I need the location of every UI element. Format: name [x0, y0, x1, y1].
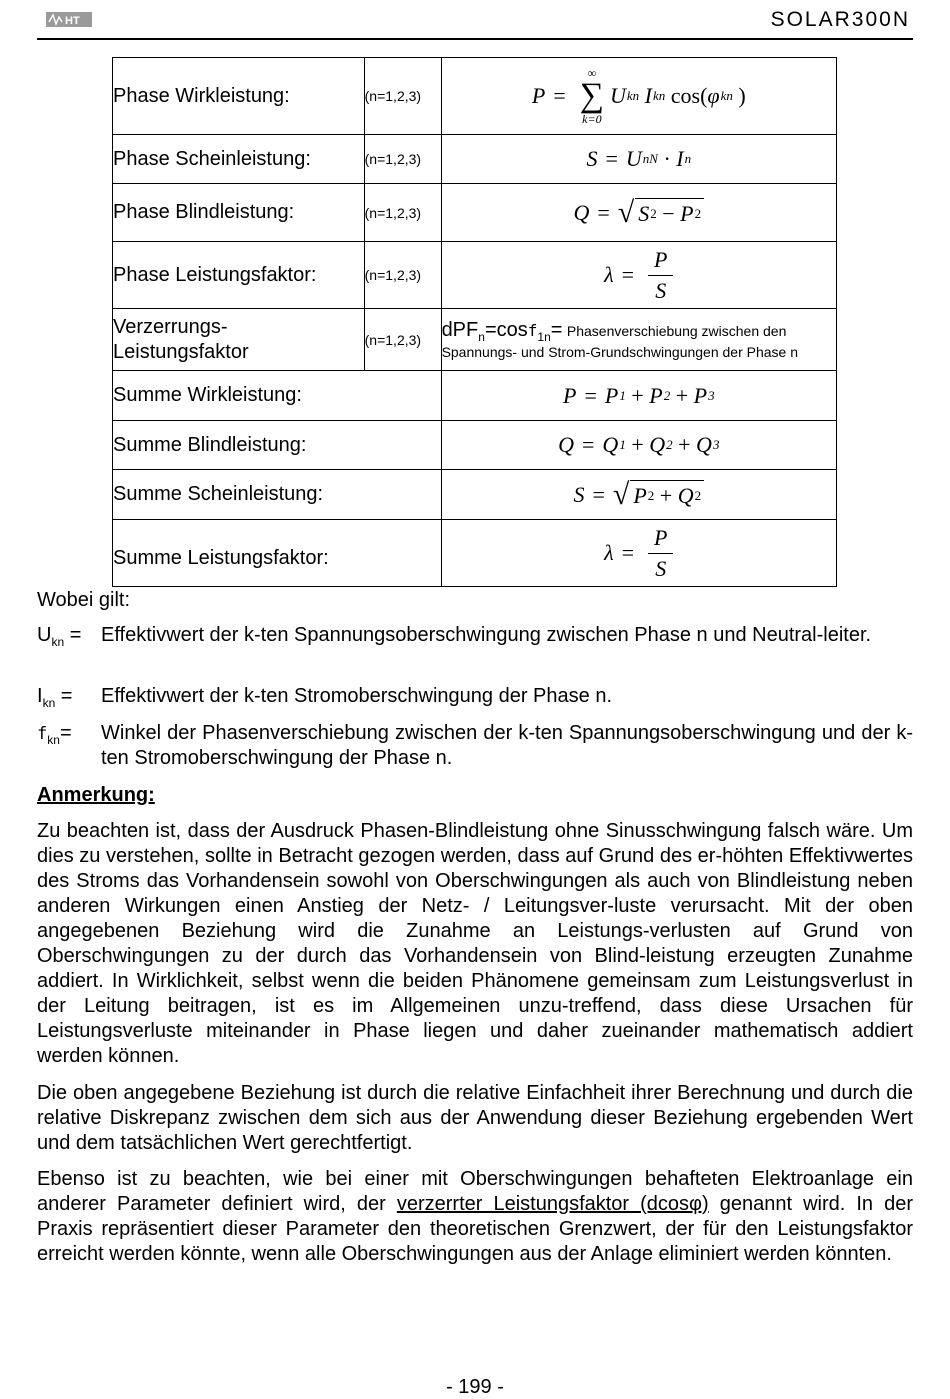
- table-row: [113, 309, 837, 371]
- paragraph: Zu beachten ist, dass der Ausdruck Phasen-Blindleistung ohne Sinusschwingung falsch wäre. Um dies zu verstehen, sollte in Betracht gezogen werden, dass auf Grund des er-höhten Effektivwertes des Stroms das Vorhandensein sowohl von Oberschwingungen als auch von Blindleistung neben anderen Wirkungen einen Anstieg der Netz- / Leitungsver-luste verursacht. Mit der oben angegebenen Beziehung wird die Zunahme an Leistungs-verlusten auf Grund von Oberschwingungen zu der durch das Vorhandensein von Blind-leistung erzeugten Zunahme addiert. In Wirklichkeit, selbst wenn die beiden Phänomene gemeinsam zum Leistungsverlust in der Leitung beitragen, ist es im Allgemeinen unzu-treffend, dass diese Ursachen für Leistungsverluste miteinander in Phase liegen und daher zueinander mathematisch addiert werden können.: [37, 820, 913, 1067]
- paragraph: [37, 1167, 913, 1267]
- table-row: [113, 242, 837, 309]
- row-condition: (n=1,2,3): [364, 309, 441, 371]
- dpf-eq: =: [550, 318, 563, 341]
- row-label: Summe Blindleistung:: [113, 421, 442, 470]
- row-label: Phase Blindleistung:: [113, 184, 365, 242]
- definition-item: [37, 684, 913, 709]
- dpf-prefix: dPF: [441, 318, 479, 341]
- phi-symbol: f: [527, 320, 538, 340]
- row-label: Summe Scheinleistung:: [113, 470, 442, 520]
- formula-distortion-power-factor: [441, 309, 836, 371]
- definition-symbol: $f_{kn}=$: [37, 722, 72, 747]
- formula-phase-active-power: P = ∞ ∑ k=0 U kn I kn cos( φ kn ): [441, 58, 836, 135]
- formula-phase-power-factor: λ = $\frac{P}{S}$: [441, 242, 836, 309]
- formula-phase-reactive-power: Q = √ S 2 − P 2: [441, 184, 836, 242]
- table-row: [113, 135, 837, 184]
- row-label: Phase Scheinleistung:: [113, 135, 365, 184]
- row-label: Phase Leistungsfaktor:: [113, 242, 365, 309]
- underlined-term: verzerrter Leistungsfaktor (dcosφ): [396, 1193, 709, 1215]
- table-row: [113, 371, 837, 421]
- dpf-text: Spannungs- und Strom-Grundschwingungen der Phase n: [441, 344, 799, 361]
- formula-total-active-power: P = P 1 + P 2 + P 3: [441, 371, 836, 421]
- definition-symbol: $I_{kn}$ =: [37, 685, 73, 710]
- table-row: [113, 184, 837, 242]
- row-label: Summe Leistungsfaktor:: [113, 520, 442, 587]
- row-condition: (n=1,2,3): [364, 58, 441, 135]
- dpf-text: Phasenverschiebung zwischen den: [566, 322, 787, 339]
- ht-logo: [46, 12, 92, 27]
- paragraph: Die oben angegebene Beziehung ist durch die relative Einfachheit ihrer Berechnung und durch die relative Diskrepanz zwischen dem sich aus der Anwendung dieser Beziehung ergebenden Wert und dem tatsächlichen Wert gerechtfertigt.: [37, 1082, 913, 1154]
- row-label: Phase Wirkleistung:: [113, 58, 365, 135]
- definition-text: Effektivwert der k-ten Spannungsoberschwingung zwischen Phase n und Neutral-leiter.: [101, 624, 872, 646]
- paragraph-text: genannt wird. In der Praxis repräsentiert dieser Parameter den theoretischen Grenzwert, der für den Leistungsfaktor erreicht werden könnte, wenn alle Oberschwingungen aus der Anlage eliminiert werden könnten.: [37, 1193, 913, 1265]
- dpf-sub: 1n: [537, 329, 551, 344]
- dpf-sub: n: [478, 329, 485, 344]
- definition-text: Effektivwert der k-ten Stromoberschwingung der Phase n.: [101, 685, 612, 707]
- label-line: Verzerrungs-: [113, 315, 228, 338]
- definition-item: [37, 721, 913, 771]
- formula-total-reactive-power: Q = Q 1 + Q 2 + Q 3: [441, 421, 836, 470]
- page-number: - 199 -: [446, 1376, 504, 1398]
- formula-phase-apparent-power: S = U nN · I n: [441, 135, 836, 184]
- row-label: Summe Wirkleistung:: [113, 371, 442, 421]
- row-condition: (n=1,2,3): [364, 184, 441, 242]
- definition-item: [37, 623, 913, 648]
- definition-text: Winkel der Phasenverschiebung zwischen der k-ten Spannungsoberschwingung und der k-ten Stromoberschwingung der Phase n.: [101, 722, 913, 769]
- formula-total-power-factor: λ = $\frac{P}{S}$: [441, 520, 836, 587]
- row-label: [113, 309, 365, 371]
- svg-text:HT: HT: [65, 15, 80, 27]
- wobei-label: Wobei gilt:: [37, 589, 131, 611]
- table-row: [113, 58, 837, 135]
- formula-total-apparent-power: S = √ P 2 + Q 2: [441, 470, 836, 520]
- model-name: SOLAR300N: [770, 8, 910, 31]
- row-condition: (n=1,2,3): [364, 135, 441, 184]
- table-row: [113, 470, 837, 520]
- anmerkung-heading: Anmerkung:: [37, 784, 155, 806]
- header-rule: [37, 38, 913, 40]
- table-row: [113, 421, 837, 470]
- definition-symbol: $U_{kn}$ =: [37, 624, 82, 649]
- label-line: Leistungsfaktor: [113, 340, 249, 363]
- dpf-cos: =cos: [484, 318, 528, 341]
- table-row: [113, 520, 837, 587]
- row-condition: (n=1,2,3): [364, 242, 441, 309]
- formula-table: [112, 57, 837, 587]
- paragraph-text: Ebenso ist zu beachten, wie bei einer mit Oberschwingungen behafteten Elektroanlage ein anderer Parameter definiert wird, der: [37, 1168, 913, 1215]
